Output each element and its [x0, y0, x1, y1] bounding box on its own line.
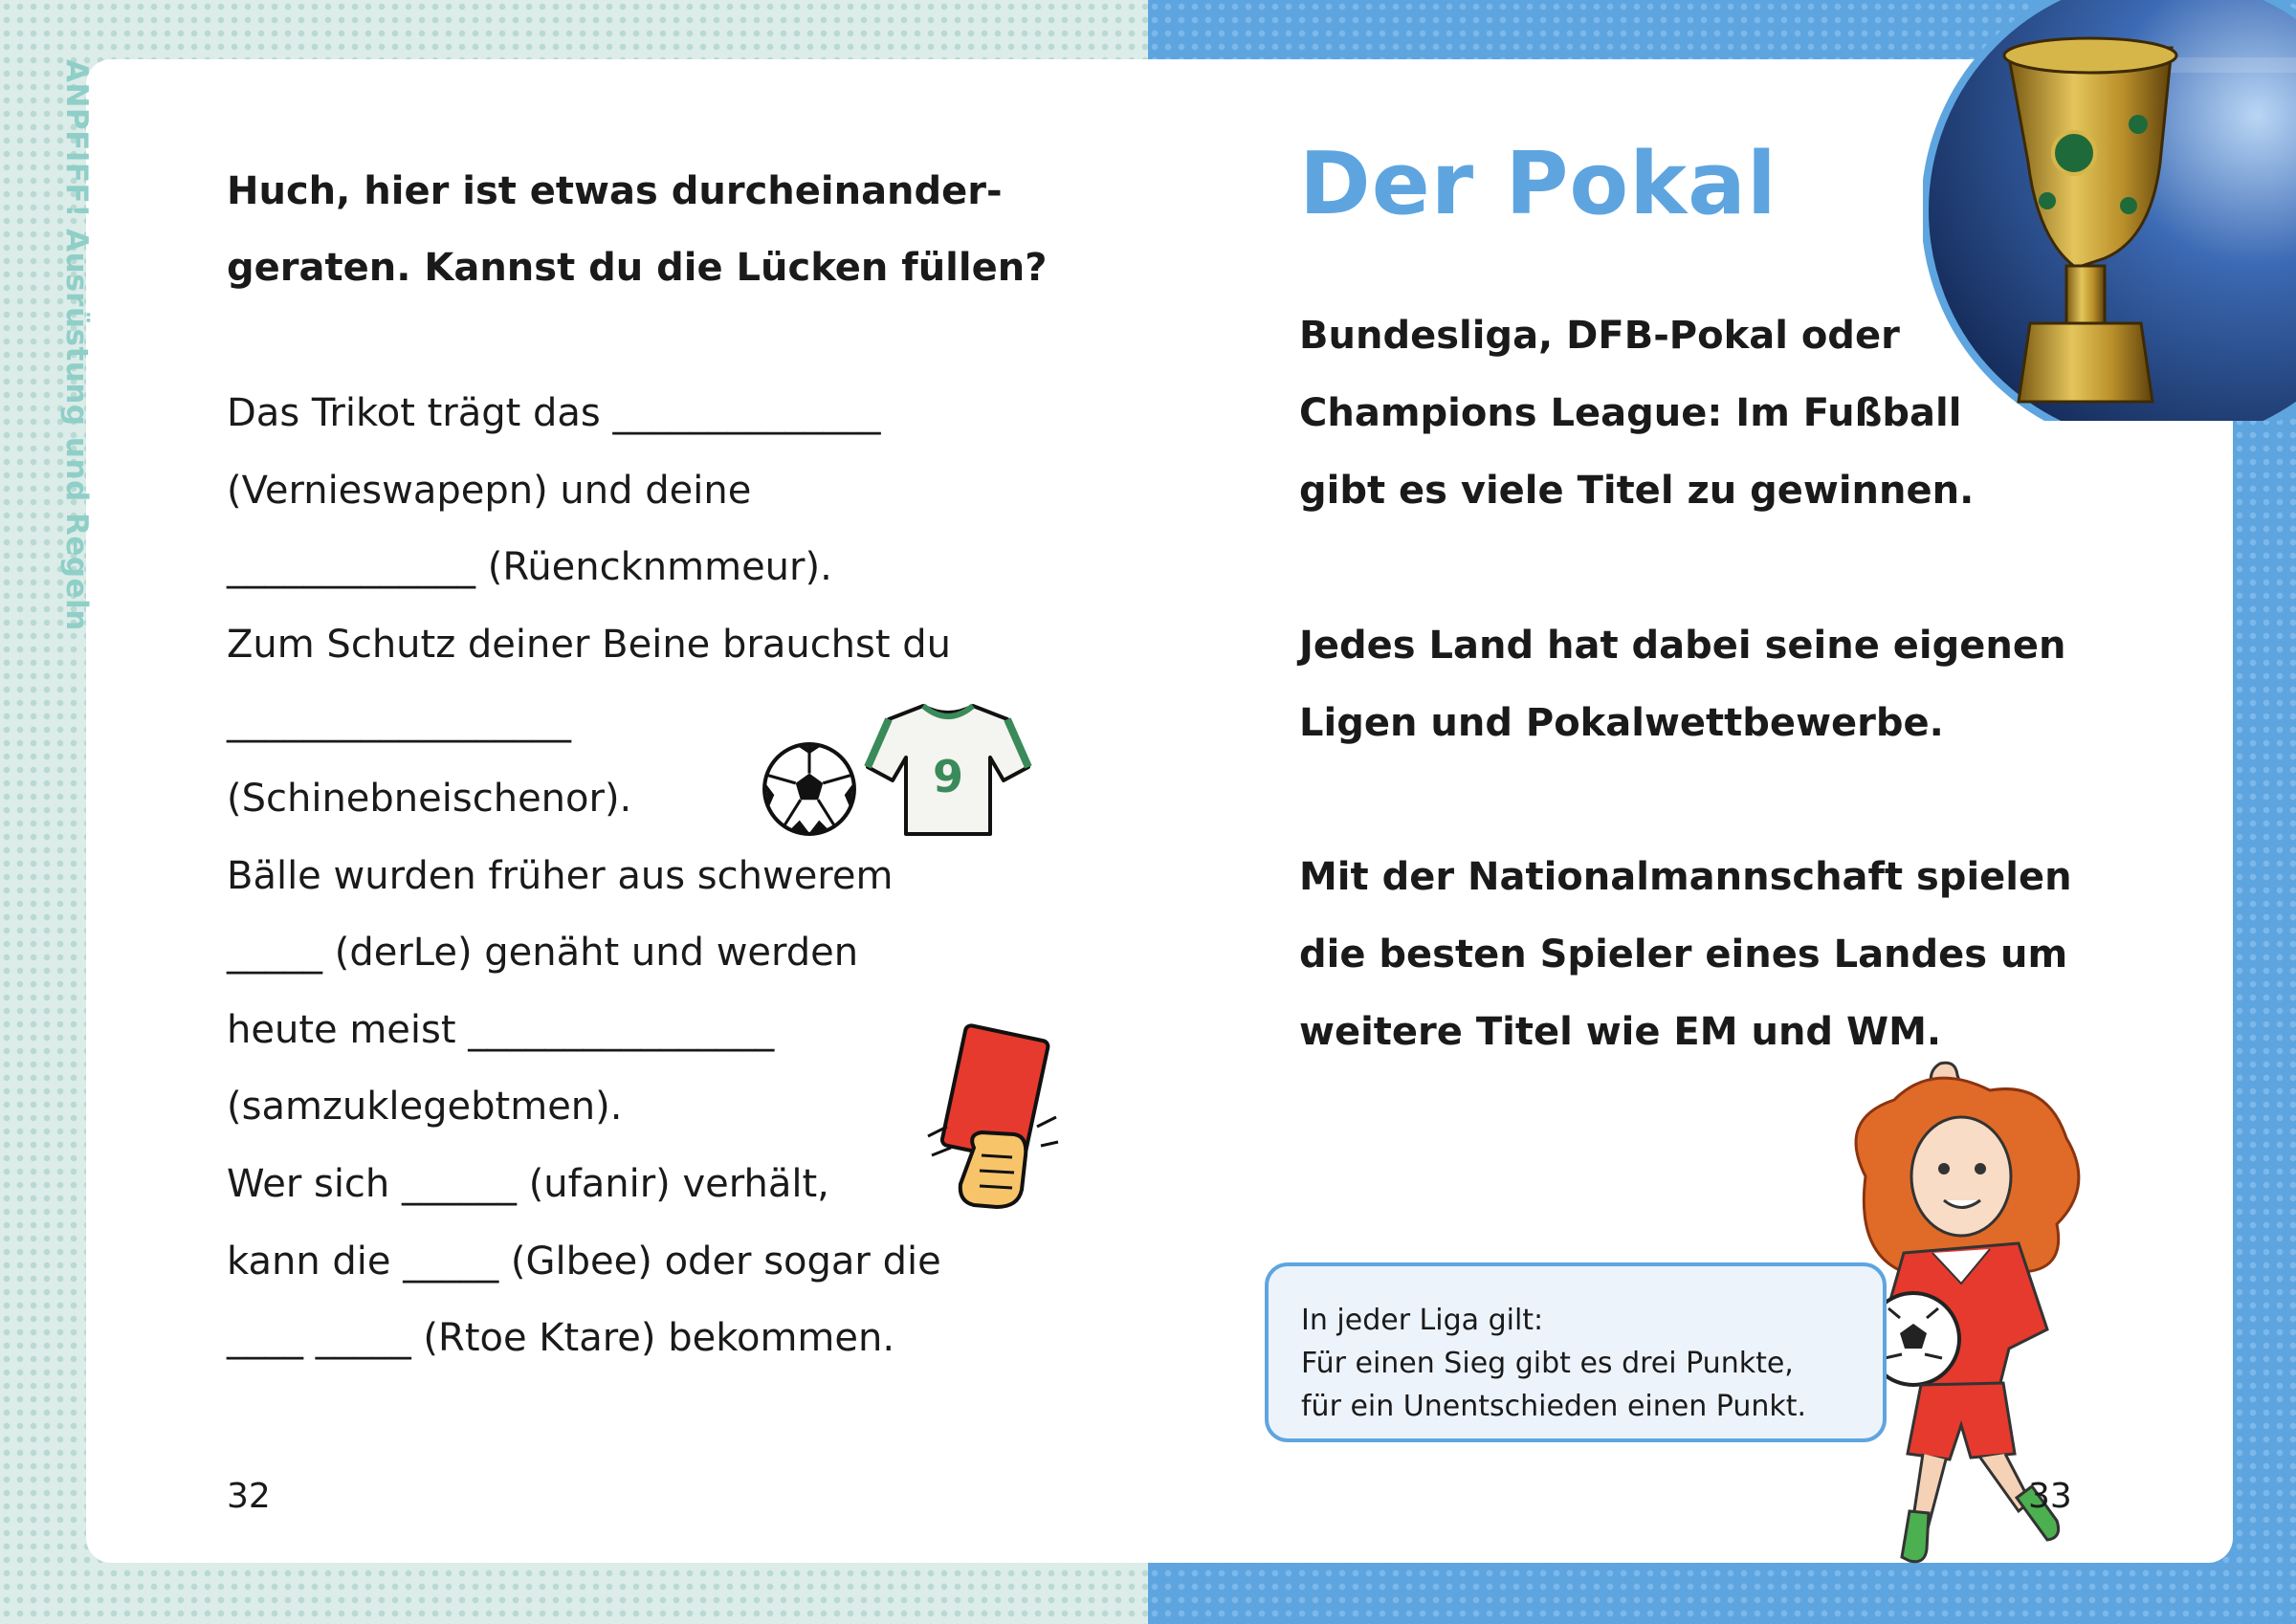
page-number-right: 33: [2028, 1477, 2072, 1516]
paragraph-2: [1299, 607, 2084, 762]
exercise-line: (Schinebneischenor).: [227, 776, 632, 821]
exercise-line: (samzuklegebtmen).: [227, 1085, 623, 1130]
paragraph-line: gibt es viele Titel zu gewinnen.: [1299, 469, 1975, 513]
paragraph-line: die besten Spieler eines Landes um: [1299, 933, 2068, 977]
exercise-line: Das Trikot trägt das ______________: [227, 391, 881, 435]
paragraph-line: weitere Titel wie EM und WM.: [1299, 1010, 1942, 1054]
paragraph-line: Ligen und Pokalwettbewerbe.: [1299, 701, 1944, 745]
red-card-icon: [918, 1021, 1062, 1213]
exercise-line: Wer sich ______ (ufanir) verhält,: [227, 1161, 829, 1206]
fill-in-exercise: [227, 375, 1088, 1377]
exercise-line: (Vernieswapepn) und deine: [227, 468, 752, 513]
info-line: für ein Unentschieden einen Punkt.: [1301, 1390, 1807, 1423]
exercise-line: _____ (derLe) genäht und werden: [227, 931, 859, 976]
paragraph-line: Mit der Nationalmannschaft spielen: [1299, 855, 2072, 899]
exercise-line: Bälle wurden früher aus schwerem: [227, 853, 894, 898]
exercise-line: ____ _____ (Rtoe Ktare) bekommen.: [227, 1316, 895, 1361]
intro-line: Huch, hier ist etwas durcheinander-: [227, 169, 1003, 213]
exercise-line: kann die _____ (Glbee) oder sogar die: [227, 1239, 941, 1284]
paragraph-line: Jedes Land hat dabei seine eigenen: [1299, 624, 2066, 668]
exercise-line: heute meist ________________: [227, 1007, 775, 1052]
exercise-line: __________________: [227, 699, 571, 744]
exercise-intro: [227, 153, 1049, 306]
intro-line: geraten. Kannst du die Lücken füllen?: [227, 246, 1048, 290]
jersey-icon: [864, 698, 1032, 842]
info-line: Für einen Sieg gibt es drei Punkte,: [1301, 1347, 1794, 1380]
soccer-ball-icon: [761, 740, 858, 838]
exercise-line: Zum Schutz deiner Beine brauchst du: [227, 622, 952, 667]
paragraph-line: Bundesliga, DFB-Pokal oder: [1299, 314, 1900, 358]
page-number-left: 32: [227, 1477, 271, 1516]
exercise-line: _____________ (Rüencknmmeur).: [227, 545, 832, 590]
chapter-side-label: ANPFIFF! Ausrüstung und Regeln: [59, 59, 94, 631]
page-title: Der Pokal: [1299, 134, 1777, 234]
info-line: In jeder Liga gilt:: [1301, 1304, 1544, 1337]
trophy-photo: [1923, 0, 2296, 421]
paragraph-line: Champions League: Im Fußball: [1299, 391, 1962, 435]
jersey-number: 9: [932, 751, 964, 802]
info-box: [1265, 1262, 1887, 1442]
